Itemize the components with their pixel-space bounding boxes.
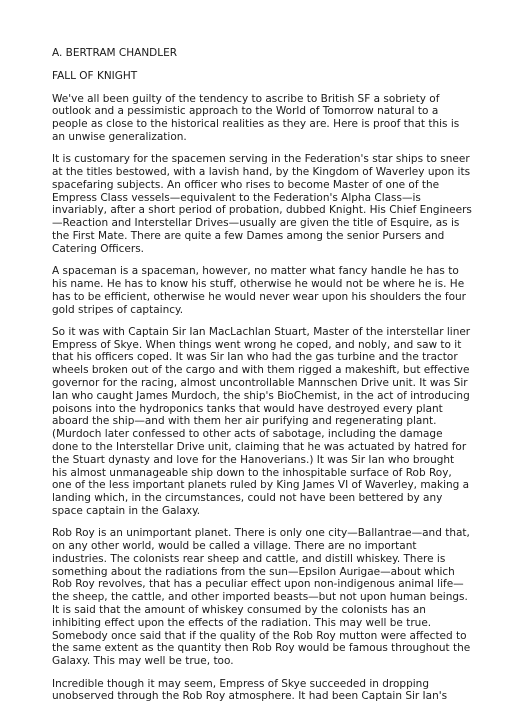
document-page: [52, 47, 472, 713]
paragraph: We've all been guilty of the tendency to ascribe to British SF a sobriety of outlook and a pessimistic approach to the World of Tomorrow natural to a people as close to the historical realities as they are. Here is proof that this is an unwise generalization.: [52, 92, 460, 143]
story-title: FALL OF KNIGHT: [52, 69, 138, 82]
paragraph: So it was with Captain Sir Ian MacLachlan Stuart, Master of the interstellar liner Empress of Skye. When things went wrong he coped, and nobly, and saw to it that his officers coped. It was Sir Ian who had the gas turbine and the tractor wheels broken out of the cargo and with them rigged a makeshift, but effective governor for the racing, almost uncontrollable Mannschen Drive unit. It was Sir Ian who caught James Murdoch, the ship's BioChemist, in the act of introducing poisons into the hydroponics tanks that would have destroyed every plant aboard the ship—and with them her air purifying and regenerating plant. (Murdoch later confessed to other acts of sabotage, including the damage done to the Interstellar Drive unit, claiming that he was actuated by hatred for the Stuart dynasty and love for the Hanoverians.) It was Sir Ian who brought his almost unmanageable ship down to the inhospitable surface of Rob Roy, one of the less important planets ruled by King James VI of Waverley, making a landing which, in the circumstances, could not have been bettered by any space captain in the Galaxy.: [52, 325, 471, 517]
paragraph: It is customary for the spacemen serving in the Federation's star ships to sneer at the titles bestowed, with a lavish hand, by the Kingdom of Waverley upon its spacefaring subjects. An officer who rises to become Master of one of the Empress Class vessels—equivalent to the Federation's Alpha Class—is invariably, after a short period of probation, dubbed Knight. His Chief Engineers —Reaction and Interstellar Drives—usually are given the title of Esquire, as is the First Mate. There are quite a few Dames among the senior Pursers and Catering Officers.: [52, 153, 472, 255]
paragraph: A spaceman is a spaceman, however, no matter what fancy handle he has to his name. He has to know his stuff, otherwise he would not be where he is. He has to be efficient, otherwise he would never wear upon his shoulders the four gold stripes of captaincy.: [52, 265, 466, 316]
paragraph: Incredible though it may seem, Empress of Skye succeeded in dropping unobserved through the Rob Roy atmosphere. It had been Captain Sir Ian's: [52, 677, 448, 703]
paragraph: Rob Roy is an unimportant planet. There is only one city—Ballantrae—and that, on any other world, would be called a village. There are no important industries. The colonists rear sheep and cattle, and distill whiskey. There is something about the radiations from the sun—Epsilon Aurigae—about which Rob Roy revolves, that has a peculiar effect upon non-indigenous animal life—the sheep, the cattle, and other imported beasts—but not upon human beings. It is said that the amount of whiskey consumed by the colonists has an inhibiting effect upon the effects of the radiation. This may well be true. Somebody once said that if the quality of the Rob Roy mutton were affected to the same extent as the quantity then Rob Roy would be famous throughout the Galaxy. This may well be true, too.: [52, 527, 471, 668]
author-line: A. BERTRAM CHANDLER: [52, 47, 178, 59]
